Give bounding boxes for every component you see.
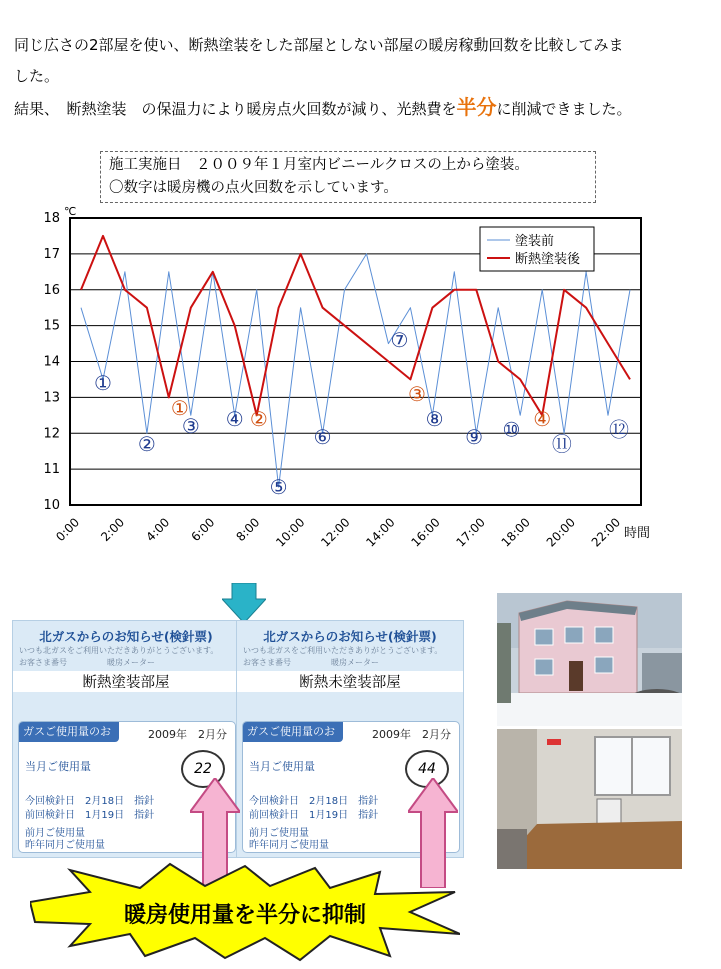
y-tick-label: 10 <box>43 498 60 513</box>
x-tick-label: 6:00 <box>188 515 218 545</box>
intro-line-3 <box>14 92 714 125</box>
x-tick-label: 20:00 <box>543 515 579 550</box>
x-tick-label: 0:00 <box>53 515 83 545</box>
ignition-marker-before: ③ <box>181 414 200 439</box>
ignition-marker-before: ⑩ <box>502 417 521 442</box>
slip-row-last-year: 昨年同月ご使用量 <box>25 840 105 851</box>
x-tick-label: 8:00 <box>233 515 263 545</box>
slip-row-current: 今回検針日 2月18日 指針 <box>249 796 379 807</box>
slip-row-current: 今回検針日 2月18日 指針 <box>25 796 155 807</box>
ignition-marker-after: ① <box>170 396 189 421</box>
chart-note-box <box>100 151 596 203</box>
slip-date: 2009年 2月分 <box>372 728 451 741</box>
y-tick-label: 14 <box>43 354 60 370</box>
usage-label: 当月ご使用量 <box>249 760 315 773</box>
x-tick-label: 10:00 <box>273 515 308 550</box>
usage-label: 当月ご使用量 <box>25 760 91 773</box>
ignition-marker-before: ⑨ <box>465 424 484 449</box>
ignition-marker-before: ⑥ <box>313 424 332 449</box>
y-tick-label: 16 <box>43 282 60 298</box>
note-line-2: 〇数字は暖房機の点火回数を示しています。 <box>109 180 398 196</box>
slip-header: 北ガスからのお知らせ(検針票) <box>263 629 437 644</box>
slip-greeting: いつも北ガスをご利用いただきありがとうございます。 <box>243 646 443 655</box>
ignition-marker-before: ① <box>93 371 112 396</box>
note-line-1: 施工実施日 ２００９年１月室内ビニールクロスの上から塗装。 <box>109 157 529 173</box>
y-tick-label: 17 <box>43 246 60 262</box>
building-exterior-photo <box>497 593 682 726</box>
legend <box>480 227 594 271</box>
ignition-marker-after: ③ <box>408 381 426 406</box>
emphasis-half: 半分 <box>456 95 497 119</box>
usage-value-circle: 22 <box>181 750 225 788</box>
x-tick-label: 14:00 <box>363 515 398 550</box>
x-tick-label: 2:00 <box>98 515 128 545</box>
slip-row-last-year: 昨年同月ご使用量 <box>249 840 329 851</box>
ignition-marker-before: ⑫ <box>609 417 630 442</box>
x-tick-label: 17:00 <box>453 515 488 550</box>
intro-line-2: した。 <box>14 67 60 85</box>
ignition-marker-before: ④ <box>225 406 244 431</box>
x-axis-ticks <box>53 515 623 549</box>
room-label-insulated: 断熱塗装部屋 <box>13 671 239 692</box>
down-arrow-icon <box>222 583 266 623</box>
room-label-uninsulated: 断熱未塗装部屋 <box>237 671 463 692</box>
x-tick-label: 18:00 <box>498 515 533 550</box>
chart-markers <box>94 328 629 499</box>
legend-label-after: 断熱塗装後 <box>515 252 581 267</box>
slip-greeting: いつも北ガスをご利用いただきありがとうございます。 <box>19 646 219 655</box>
slip-row-previous: 前回検針日 1月19日 指針 <box>249 810 379 821</box>
slip-customer-line: お客さま番号 暖房メーター <box>243 658 379 667</box>
y-axis-unit: ℃ <box>64 205 77 218</box>
y-tick-label: 12 <box>43 426 60 442</box>
x-tick-label: 4:00 <box>143 515 173 545</box>
intro-text <box>14 30 714 125</box>
y-axis-ticks <box>43 211 60 513</box>
legend-label-before: 塗装前 <box>515 234 555 249</box>
ignition-marker-before: ⑤ <box>269 475 288 500</box>
y-tick-label: 15 <box>43 318 60 334</box>
slip-row-last-month: 前月ご使用量 <box>25 828 85 839</box>
banner-text: 暖房使用量を半分に抑制 <box>123 903 367 928</box>
slip-row-last-month: 前月ご使用量 <box>249 828 309 839</box>
ignition-marker-after: ② <box>249 406 268 431</box>
y-tick-label: 11 <box>43 462 60 478</box>
usage-value-circle: 44 <box>405 750 449 788</box>
ignition-marker-before: ⑦ <box>390 327 409 352</box>
slip-row-previous: 前回検針日 1月19日 指針 <box>25 810 155 821</box>
series-line-before <box>81 254 630 487</box>
x-tick-label: 16:00 <box>408 515 443 550</box>
x-tick-label: 22:00 <box>588 515 624 550</box>
y-tick-label: 18 <box>43 211 60 226</box>
x-axis-unit: 時間 <box>624 526 651 541</box>
slip-title: ガスご使用量のお知らせ <box>243 722 343 742</box>
slip-customer-line: お客さま番号 暖房メーター <box>19 658 155 667</box>
x-tick-label: 12:00 <box>318 515 353 550</box>
intro-line-3-suffix: に削減できました。 <box>496 100 632 118</box>
slip-header: 北ガスからのお知らせ(検針票) <box>39 629 213 644</box>
intro-line-3-prefix: 結果、 断熱塗装 の保温力により暖房点火回数が減り、光熱費を <box>14 100 457 118</box>
ignition-marker-before: ⑧ <box>425 406 444 431</box>
intro-line-1: 同じ広さの2部屋を使い、断熱塗装をした部屋としない部屋の暖房稼動回数を比較してみま <box>14 36 624 54</box>
ignition-marker-before: ② <box>137 432 156 457</box>
burst-banner <box>30 862 460 962</box>
temperature-chart <box>0 195 721 560</box>
y-tick-label: 13 <box>43 390 60 406</box>
ignition-marker-before: ⑪ <box>551 432 572 457</box>
room-interior-photo <box>497 729 682 869</box>
slip-title: ガスご使用量のお知らせ <box>19 722 119 742</box>
slip-date: 2009年 2月分 <box>148 728 227 741</box>
ignition-marker-after: ④ <box>533 406 552 431</box>
